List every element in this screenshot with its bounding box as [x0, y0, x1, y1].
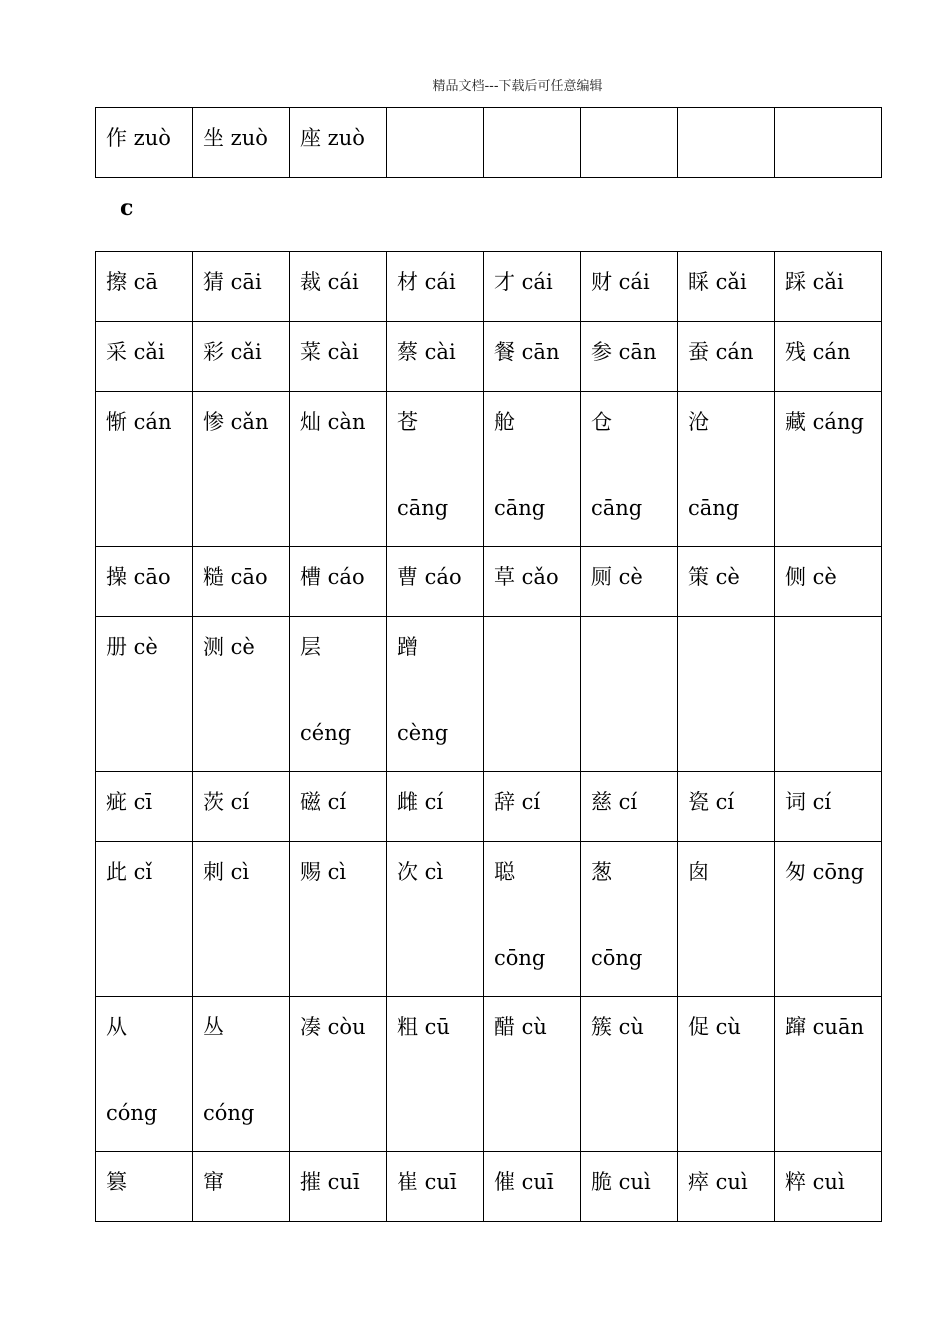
table-cell — [290, 842, 387, 997]
table-cell — [581, 842, 678, 997]
table-cell — [96, 547, 193, 617]
cell-char: 从 — [106, 1015, 127, 1039]
table-cell — [96, 997, 193, 1152]
table-cell — [775, 547, 882, 617]
cell-char: 策 cè — [688, 565, 740, 589]
table-row — [96, 842, 882, 997]
table-cell — [193, 772, 290, 842]
cell-pinyin: cāng — [591, 496, 643, 520]
cell-char: 采 cǎi — [106, 340, 165, 364]
cell-char: 残 cán — [785, 340, 851, 364]
table-row — [96, 252, 882, 322]
table-cell — [387, 1152, 484, 1222]
cell-char: 惭 cán — [106, 410, 172, 434]
cell-pinyin: cāng — [688, 496, 740, 520]
cell-char: 作 zuò — [106, 126, 171, 150]
cell-pinyin: cōng — [494, 946, 546, 970]
cell-char: 灿 càn — [300, 410, 366, 434]
table-cell — [678, 617, 775, 772]
cell-char: 厕 cè — [591, 565, 643, 589]
cell-char: 瓷 cí — [688, 790, 735, 814]
table-cell — [678, 997, 775, 1152]
table-cell — [678, 252, 775, 322]
table-cell — [193, 392, 290, 547]
table-row — [96, 392, 882, 547]
table-cell — [484, 772, 581, 842]
cell-char: 睬 cǎi — [688, 270, 747, 294]
table-cell — [678, 1152, 775, 1222]
table-cell — [387, 108, 484, 178]
cell-char: 匆 cōng — [785, 860, 865, 884]
cell-char: 财 cái — [591, 270, 650, 294]
cell-char: 才 cái — [494, 270, 553, 294]
cell-pinyin: cōng — [591, 946, 643, 970]
table-cell — [581, 772, 678, 842]
cell-char: 蔡 cài — [397, 340, 456, 364]
table-cell — [290, 997, 387, 1152]
table-cell — [193, 547, 290, 617]
table-cell — [290, 617, 387, 772]
table-cell — [290, 252, 387, 322]
cell-char: 蹭 — [397, 635, 418, 659]
table-cell — [290, 547, 387, 617]
table-cell — [96, 322, 193, 392]
cell-char: 赐 cì — [300, 860, 347, 884]
cell-char: 摧 cuī — [300, 1170, 360, 1194]
table-cell — [484, 842, 581, 997]
cell-char: 疵 cī — [106, 790, 153, 814]
cell-char: 促 cù — [688, 1015, 741, 1039]
table-cell — [775, 392, 882, 547]
cell-char: 擦 cā — [106, 270, 158, 294]
cell-char: 粹 cuì — [785, 1170, 845, 1194]
main-char-table — [95, 251, 882, 1222]
table-cell — [387, 842, 484, 997]
cell-char: 辞 cí — [494, 790, 541, 814]
table-row — [96, 108, 882, 178]
cell-char: 慈 cí — [591, 790, 638, 814]
cell-char: 菜 cài — [300, 340, 359, 364]
cell-char: 彩 cǎi — [203, 340, 262, 364]
cell-char: 脆 cuì — [591, 1170, 651, 1194]
table-cell — [96, 392, 193, 547]
table-cell — [484, 617, 581, 772]
table-row — [96, 1152, 882, 1222]
table-cell — [581, 108, 678, 178]
section-letter: c — [120, 195, 134, 221]
table-cell — [484, 392, 581, 547]
table-cell — [96, 617, 193, 772]
table-cell — [775, 1152, 882, 1222]
table-cell — [387, 252, 484, 322]
cell-char: 坐 zuò — [203, 126, 268, 150]
table-cell — [581, 322, 678, 392]
cell-char: 粗 cū — [397, 1015, 450, 1039]
cell-char: 苍 — [397, 410, 418, 434]
table-cell — [484, 1152, 581, 1222]
table-cell — [193, 108, 290, 178]
cell-char: 催 cuī — [494, 1170, 554, 1194]
cell-char: 簇 cù — [591, 1015, 644, 1039]
table-cell — [96, 842, 193, 997]
top-char-table — [95, 107, 882, 178]
table-row — [96, 322, 882, 392]
cell-char: 操 cāo — [106, 565, 171, 589]
cell-char: 曹 cáo — [397, 565, 462, 589]
cell-char: 糙 cāo — [203, 565, 268, 589]
table-cell — [581, 1152, 678, 1222]
table-cell — [193, 617, 290, 772]
table-cell — [484, 252, 581, 322]
cell-pinyin: cóng — [203, 1101, 255, 1125]
table-cell — [387, 617, 484, 772]
cell-char: 参 cān — [591, 340, 657, 364]
cell-char: 蹿 cuān — [785, 1015, 865, 1039]
cell-char: 层 — [300, 635, 321, 659]
table-cell — [193, 322, 290, 392]
cell-char: 瘁 cuì — [688, 1170, 748, 1194]
table-cell — [193, 252, 290, 322]
table-cell — [484, 547, 581, 617]
table-cell — [775, 108, 882, 178]
cell-pinyin: céng — [300, 721, 352, 745]
table-cell — [581, 392, 678, 547]
table-cell — [775, 997, 882, 1152]
table-cell — [678, 547, 775, 617]
table-cell — [387, 997, 484, 1152]
table-cell — [387, 392, 484, 547]
table-cell — [484, 997, 581, 1152]
table-cell — [678, 108, 775, 178]
table-cell — [387, 547, 484, 617]
table-cell — [581, 617, 678, 772]
table-cell — [484, 108, 581, 178]
table-cell — [775, 842, 882, 997]
cell-char: 惨 cǎn — [203, 410, 269, 434]
cell-char: 册 cè — [106, 635, 158, 659]
table-cell — [387, 772, 484, 842]
table-cell — [290, 108, 387, 178]
cell-char: 裁 cái — [300, 270, 359, 294]
cell-char: 茨 cí — [203, 790, 250, 814]
table-cell — [678, 392, 775, 547]
cell-pinyin: cóng — [106, 1101, 158, 1125]
table-cell — [387, 322, 484, 392]
cell-char: 餐 cān — [494, 340, 560, 364]
cell-char: 仓 — [591, 410, 612, 434]
cell-char: 材 cái — [397, 270, 456, 294]
cell-char: 沧 — [688, 410, 709, 434]
cell-pinyin: cāng — [397, 496, 449, 520]
table-cell — [290, 392, 387, 547]
table-cell — [484, 322, 581, 392]
cell-char: 雌 cí — [397, 790, 444, 814]
cell-char: 聪 — [494, 860, 515, 884]
cell-char: 槽 cáo — [300, 565, 365, 589]
table-cell — [775, 252, 882, 322]
table-cell — [96, 252, 193, 322]
cell-char: 猜 cāi — [203, 270, 262, 294]
cell-char: 草 cǎo — [494, 565, 559, 589]
cell-char: 窜 — [203, 1170, 224, 1194]
cell-char: 磁 cí — [300, 790, 347, 814]
cell-char: 凑 còu — [300, 1015, 366, 1039]
cell-char: 踩 cǎi — [785, 270, 844, 294]
cell-pinyin: cèng — [397, 721, 449, 745]
table-cell — [678, 842, 775, 997]
table-cell — [581, 252, 678, 322]
table-cell — [775, 617, 882, 772]
cell-char: 丛 — [203, 1015, 224, 1039]
cell-char: 葱 — [591, 860, 612, 884]
table-cell — [193, 842, 290, 997]
cell-char: 刺 cì — [203, 860, 250, 884]
table-row — [96, 617, 882, 772]
cell-char: 测 cè — [203, 635, 255, 659]
cell-char: 藏 cáng — [785, 410, 864, 434]
cell-char: 舱 — [494, 410, 515, 434]
cell-char: 醋 cù — [494, 1015, 547, 1039]
table-row — [96, 547, 882, 617]
cell-char: 词 cí — [785, 790, 832, 814]
table-row — [96, 772, 882, 842]
header-text: 精品文档---下载后可任意编辑 — [432, 79, 603, 94]
table-cell — [290, 322, 387, 392]
cell-pinyin: cāng — [494, 496, 546, 520]
table-cell — [678, 322, 775, 392]
cell-char: 次 cì — [397, 860, 444, 884]
table-cell — [193, 1152, 290, 1222]
table-cell — [96, 772, 193, 842]
table-cell — [290, 1152, 387, 1222]
table-cell — [775, 772, 882, 842]
table-cell — [193, 997, 290, 1152]
table-cell — [290, 772, 387, 842]
cell-char: 囱 — [688, 860, 709, 884]
cell-char: 篡 — [106, 1170, 127, 1194]
cell-char: 崔 cuī — [397, 1170, 457, 1194]
cell-char: 座 zuò — [300, 126, 365, 150]
table-cell — [96, 108, 193, 178]
table-row — [96, 997, 882, 1152]
table-cell — [775, 322, 882, 392]
table-cell — [581, 997, 678, 1152]
cell-char: 此 cǐ — [106, 860, 153, 884]
cell-char: 蚕 cán — [688, 340, 754, 364]
page-header — [0, 75, 950, 94]
cell-char: 侧 cè — [785, 565, 837, 589]
table-cell — [96, 1152, 193, 1222]
table-cell — [581, 547, 678, 617]
table-cell — [678, 772, 775, 842]
